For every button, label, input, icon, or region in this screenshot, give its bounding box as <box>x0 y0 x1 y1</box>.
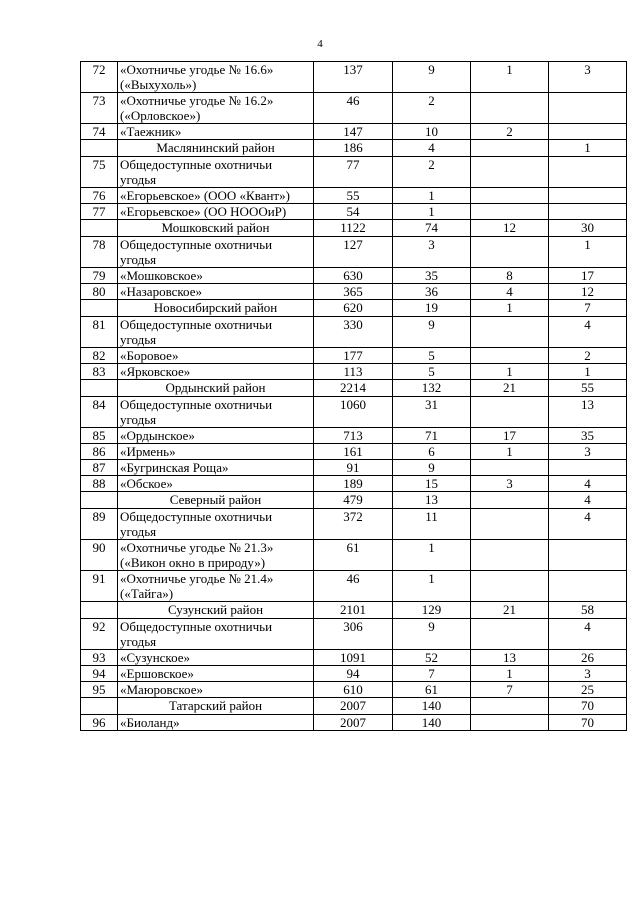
value-cell-3: 1 <box>471 444 549 460</box>
table-row <box>81 124 627 140</box>
value-cell-2: 36 <box>393 284 471 300</box>
value-cell-2: 129 <box>393 602 471 619</box>
value-cell-1: 186 <box>314 140 393 157</box>
name-cell: Ордынский район <box>118 380 314 397</box>
row-number-cell: 95 <box>81 682 118 698</box>
row-number-cell: 87 <box>81 460 118 476</box>
value-cell-1: 365 <box>314 284 393 300</box>
value-cell-4: 1 <box>549 140 627 157</box>
row-number-cell <box>81 380 118 397</box>
value-cell-1: 2007 <box>314 698 393 715</box>
value-cell-4: 4 <box>549 619 627 650</box>
value-cell-4: 1 <box>549 364 627 380</box>
value-cell-4 <box>549 124 627 140</box>
table-row <box>81 364 627 380</box>
value-cell-4 <box>549 571 627 602</box>
name-cell: «Обское» <box>118 476 314 492</box>
value-cell-2: 35 <box>393 268 471 284</box>
value-cell-2: 61 <box>393 682 471 698</box>
row-number-cell: 90 <box>81 540 118 571</box>
table-row <box>81 619 627 650</box>
name-cell: Мошковский район <box>118 220 314 237</box>
value-cell-2: 9 <box>393 62 471 93</box>
district-row <box>81 602 627 619</box>
value-cell-1: 2007 <box>314 715 393 731</box>
hunting-grounds-table <box>80 61 627 731</box>
value-cell-3: 1 <box>471 666 549 682</box>
value-cell-1: 630 <box>314 268 393 284</box>
name-cell: Общедоступные охотничьи угодья <box>118 237 314 268</box>
value-cell-3 <box>471 492 549 509</box>
value-cell-1: 372 <box>314 509 393 540</box>
value-cell-3 <box>471 571 549 602</box>
value-cell-1: 620 <box>314 300 393 317</box>
value-cell-2: 5 <box>393 364 471 380</box>
name-cell: «Ершовское» <box>118 666 314 682</box>
value-cell-3: 8 <box>471 268 549 284</box>
row-number-cell: 81 <box>81 317 118 348</box>
name-cell: «Биоланд» <box>118 715 314 731</box>
district-row <box>81 698 627 715</box>
table-row <box>81 62 627 93</box>
value-cell-3 <box>471 237 549 268</box>
row-number-cell: 77 <box>81 204 118 220</box>
value-cell-3: 2 <box>471 124 549 140</box>
value-cell-1: 330 <box>314 317 393 348</box>
value-cell-3 <box>471 157 549 188</box>
row-number-cell: 84 <box>81 397 118 428</box>
value-cell-2: 9 <box>393 619 471 650</box>
row-number-cell: 92 <box>81 619 118 650</box>
value-cell-2: 6 <box>393 444 471 460</box>
district-row <box>81 220 627 237</box>
name-cell: Общедоступные охотничьи угодья <box>118 397 314 428</box>
value-cell-1: 127 <box>314 237 393 268</box>
value-cell-1: 713 <box>314 428 393 444</box>
name-cell: Новосибирский район <box>118 300 314 317</box>
name-cell: Татарский район <box>118 698 314 715</box>
value-cell-4 <box>549 157 627 188</box>
district-row <box>81 492 627 509</box>
name-cell: «Егорьевское» (ОО НОООиР) <box>118 204 314 220</box>
value-cell-2: 9 <box>393 317 471 348</box>
table-row <box>81 540 627 571</box>
value-cell-1: 147 <box>314 124 393 140</box>
row-number-cell <box>81 602 118 619</box>
table-row <box>81 682 627 698</box>
value-cell-1: 55 <box>314 188 393 204</box>
value-cell-3: 12 <box>471 220 549 237</box>
name-cell: «Охотничье угодье № 16.6» («Выхухоль») <box>118 62 314 93</box>
name-cell: «Ирмень» <box>118 444 314 460</box>
table-row <box>81 428 627 444</box>
row-number-cell: 83 <box>81 364 118 380</box>
value-cell-1: 46 <box>314 93 393 124</box>
value-cell-4: 25 <box>549 682 627 698</box>
row-number-cell <box>81 140 118 157</box>
value-cell-2: 31 <box>393 397 471 428</box>
value-cell-2: 1 <box>393 571 471 602</box>
value-cell-2: 52 <box>393 650 471 666</box>
value-cell-1: 2101 <box>314 602 393 619</box>
table-row <box>81 157 627 188</box>
value-cell-2: 132 <box>393 380 471 397</box>
page-number: 4 <box>317 38 323 50</box>
value-cell-4: 35 <box>549 428 627 444</box>
name-cell: «Мошковское» <box>118 268 314 284</box>
value-cell-2: 1 <box>393 188 471 204</box>
value-cell-1: 1060 <box>314 397 393 428</box>
value-cell-2: 9 <box>393 460 471 476</box>
value-cell-3 <box>471 397 549 428</box>
name-cell: «Ордынское» <box>118 428 314 444</box>
value-cell-2: 140 <box>393 715 471 731</box>
name-cell: «Боровое» <box>118 348 314 364</box>
value-cell-4 <box>549 204 627 220</box>
row-number-cell: 78 <box>81 237 118 268</box>
table-row <box>81 571 627 602</box>
value-cell-1: 137 <box>314 62 393 93</box>
value-cell-3 <box>471 317 549 348</box>
name-cell: Общедоступные охотничьи угодья <box>118 619 314 650</box>
table-row <box>81 666 627 682</box>
row-number-cell: 80 <box>81 284 118 300</box>
table-row <box>81 284 627 300</box>
value-cell-4: 7 <box>549 300 627 317</box>
value-cell-1: 46 <box>314 571 393 602</box>
name-cell: «Охотничье угодье № 21.4» («Тайга») <box>118 571 314 602</box>
value-cell-2: 74 <box>393 220 471 237</box>
value-cell-3 <box>471 509 549 540</box>
value-cell-2: 11 <box>393 509 471 540</box>
value-cell-3: 21 <box>471 380 549 397</box>
value-cell-1: 1122 <box>314 220 393 237</box>
value-cell-3: 17 <box>471 428 549 444</box>
value-cell-3 <box>471 188 549 204</box>
value-cell-1: 1091 <box>314 650 393 666</box>
table-row <box>81 188 627 204</box>
value-cell-4: 70 <box>549 698 627 715</box>
value-cell-2: 10 <box>393 124 471 140</box>
value-cell-3 <box>471 540 549 571</box>
value-cell-1: 189 <box>314 476 393 492</box>
row-number-cell: 93 <box>81 650 118 666</box>
value-cell-4: 3 <box>549 666 627 682</box>
value-cell-3 <box>471 698 549 715</box>
value-cell-4: 4 <box>549 317 627 348</box>
value-cell-4: 58 <box>549 602 627 619</box>
value-cell-1: 610 <box>314 682 393 698</box>
table-row <box>81 93 627 124</box>
district-row <box>81 380 627 397</box>
value-cell-3: 7 <box>471 682 549 698</box>
value-cell-2: 4 <box>393 140 471 157</box>
name-cell: «Сузунское» <box>118 650 314 666</box>
value-cell-4: 4 <box>549 509 627 540</box>
value-cell-2: 2 <box>393 157 471 188</box>
value-cell-1: 77 <box>314 157 393 188</box>
value-cell-2: 2 <box>393 93 471 124</box>
value-cell-3 <box>471 93 549 124</box>
value-cell-1: 161 <box>314 444 393 460</box>
value-cell-4: 70 <box>549 715 627 731</box>
value-cell-4: 30 <box>549 220 627 237</box>
value-cell-4: 3 <box>549 444 627 460</box>
value-cell-2: 1 <box>393 540 471 571</box>
name-cell: «Таежник» <box>118 124 314 140</box>
row-number-cell: 96 <box>81 715 118 731</box>
value-cell-2: 140 <box>393 698 471 715</box>
table-row <box>81 650 627 666</box>
value-cell-2: 19 <box>393 300 471 317</box>
row-number-cell: 86 <box>81 444 118 460</box>
value-cell-3: 1 <box>471 364 549 380</box>
value-cell-3: 1 <box>471 300 549 317</box>
value-cell-4: 4 <box>549 492 627 509</box>
row-number-cell: 89 <box>81 509 118 540</box>
table-row <box>81 444 627 460</box>
table-row <box>81 715 627 731</box>
value-cell-1: 54 <box>314 204 393 220</box>
value-cell-4: 13 <box>549 397 627 428</box>
table-row <box>81 509 627 540</box>
row-number-cell: 94 <box>81 666 118 682</box>
table-row <box>81 348 627 364</box>
value-cell-1: 306 <box>314 619 393 650</box>
value-cell-4 <box>549 460 627 476</box>
value-cell-1: 479 <box>314 492 393 509</box>
value-cell-3 <box>471 204 549 220</box>
row-number-cell: 74 <box>81 124 118 140</box>
row-number-cell: 82 <box>81 348 118 364</box>
value-cell-3: 21 <box>471 602 549 619</box>
value-cell-4: 2 <box>549 348 627 364</box>
row-number-cell: 85 <box>81 428 118 444</box>
value-cell-4 <box>549 188 627 204</box>
name-cell: Общедоступные охотничьи угодья <box>118 317 314 348</box>
row-number-cell: 72 <box>81 62 118 93</box>
row-number-cell: 75 <box>81 157 118 188</box>
value-cell-2: 13 <box>393 492 471 509</box>
table-row <box>81 204 627 220</box>
name-cell: Северный район <box>118 492 314 509</box>
value-cell-3 <box>471 460 549 476</box>
value-cell-2: 15 <box>393 476 471 492</box>
value-cell-4: 55 <box>549 380 627 397</box>
table-row <box>81 237 627 268</box>
row-number-cell <box>81 698 118 715</box>
value-cell-3 <box>471 619 549 650</box>
name-cell: «Охотничье угодье № 21.3» («Викон окно в природу») <box>118 540 314 571</box>
table-body <box>81 62 627 731</box>
value-cell-3: 3 <box>471 476 549 492</box>
row-number-cell: 73 <box>81 93 118 124</box>
table-row <box>81 476 627 492</box>
value-cell-3 <box>471 715 549 731</box>
table-row <box>81 317 627 348</box>
value-cell-1: 177 <box>314 348 393 364</box>
value-cell-2: 1 <box>393 204 471 220</box>
value-cell-1: 113 <box>314 364 393 380</box>
value-cell-4: 3 <box>549 62 627 93</box>
row-number-cell <box>81 300 118 317</box>
value-cell-1: 2214 <box>314 380 393 397</box>
value-cell-2: 7 <box>393 666 471 682</box>
value-cell-2: 71 <box>393 428 471 444</box>
name-cell: Маслянинский район <box>118 140 314 157</box>
value-cell-4: 26 <box>549 650 627 666</box>
district-row <box>81 140 627 157</box>
value-cell-4: 12 <box>549 284 627 300</box>
row-number-cell: 91 <box>81 571 118 602</box>
value-cell-4 <box>549 93 627 124</box>
row-number-cell <box>81 492 118 509</box>
table-row <box>81 397 627 428</box>
name-cell: Общедоступные охотничьи угодья <box>118 157 314 188</box>
value-cell-1: 61 <box>314 540 393 571</box>
name-cell: «Назаровское» <box>118 284 314 300</box>
district-row <box>81 300 627 317</box>
name-cell: «Бугринская Роща» <box>118 460 314 476</box>
row-number-cell <box>81 220 118 237</box>
table-row <box>81 460 627 476</box>
value-cell-2: 5 <box>393 348 471 364</box>
value-cell-4: 4 <box>549 476 627 492</box>
value-cell-1: 94 <box>314 666 393 682</box>
row-number-cell: 76 <box>81 188 118 204</box>
row-number-cell: 88 <box>81 476 118 492</box>
value-cell-3: 1 <box>471 62 549 93</box>
name-cell: Общедоступные охотничьи угодья <box>118 509 314 540</box>
value-cell-2: 3 <box>393 237 471 268</box>
table-row <box>81 268 627 284</box>
value-cell-3 <box>471 140 549 157</box>
value-cell-1: 91 <box>314 460 393 476</box>
value-cell-4 <box>549 540 627 571</box>
name-cell: «Маюровское» <box>118 682 314 698</box>
value-cell-4: 17 <box>549 268 627 284</box>
name-cell: «Ярковское» <box>118 364 314 380</box>
value-cell-3 <box>471 348 549 364</box>
name-cell: «Егорьевское» (ООО «Квант») <box>118 188 314 204</box>
name-cell: Сузунский район <box>118 602 314 619</box>
value-cell-3: 4 <box>471 284 549 300</box>
name-cell: «Охотничье угодье № 16.2» («Орловское») <box>118 93 314 124</box>
row-number-cell: 79 <box>81 268 118 284</box>
value-cell-4: 1 <box>549 237 627 268</box>
value-cell-3: 13 <box>471 650 549 666</box>
